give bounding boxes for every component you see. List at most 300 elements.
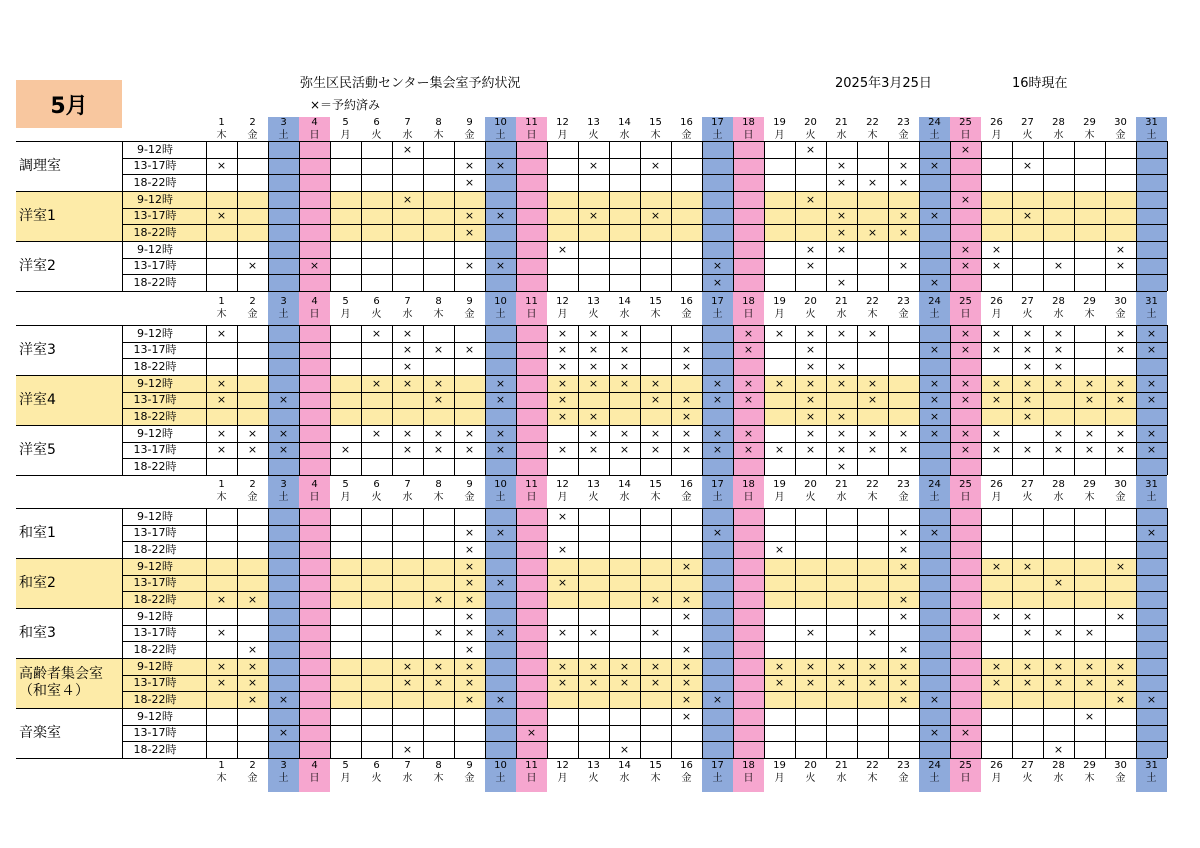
reserved-mark: ×	[681, 343, 692, 357]
weekday-label: 月	[557, 309, 568, 320]
reserved-mark: ×	[402, 192, 413, 206]
reserved-mark: ×	[464, 443, 475, 457]
reserved-mark: ×	[867, 676, 878, 690]
reserved-mark: ×	[1022, 443, 1033, 457]
weekday-label: 金	[464, 492, 475, 503]
reserved-mark: ×	[216, 426, 227, 440]
reserved-mark: ×	[712, 393, 723, 407]
weekday-label: 月	[774, 773, 785, 784]
reserved-mark: ×	[898, 692, 909, 706]
reserved-mark: ×	[402, 742, 413, 756]
reserved-mark: ×	[805, 393, 816, 407]
reserved-mark: ×	[991, 393, 1002, 407]
reserved-mark: ×	[1146, 343, 1157, 357]
weekday-label: 水	[402, 309, 413, 320]
weekday-label: 水	[402, 130, 413, 141]
reserved-mark: ×	[898, 443, 909, 457]
weekday-label: 日	[960, 309, 971, 320]
weekday-label: 土	[495, 130, 506, 141]
reserved-mark: ×	[898, 642, 909, 656]
weekday-label: 火	[1022, 309, 1033, 320]
reserved-mark: ×	[557, 626, 568, 640]
reserved-mark: ×	[619, 343, 630, 357]
weekday-label: 金	[898, 492, 909, 503]
day-number: 22	[866, 296, 879, 307]
day-number: 17	[711, 760, 724, 771]
weekday-label: 木	[867, 773, 878, 784]
room-name: 洋室2	[19, 257, 56, 274]
weekday-label: 金	[1115, 309, 1126, 320]
day-number: 10	[494, 296, 507, 307]
reserved-mark: ×	[495, 393, 506, 407]
day-number: 12	[556, 760, 569, 771]
room-name: 洋室3	[19, 341, 56, 358]
weekday-label: 火	[588, 773, 599, 784]
time-slot-label: 18-22時	[133, 275, 177, 289]
reserved-mark: ×	[557, 576, 568, 590]
reserved-mark: ×	[557, 242, 568, 256]
day-number: 16	[680, 296, 693, 307]
weekday-label: 日	[960, 773, 971, 784]
day-number: 11	[525, 760, 538, 771]
reserved-mark: ×	[805, 426, 816, 440]
reserved-mark: ×	[557, 409, 568, 423]
reserved-mark: ×	[991, 676, 1002, 690]
reserved-mark: ×	[619, 376, 630, 390]
reserved-mark: ×	[1053, 359, 1064, 373]
reserved-mark: ×	[650, 209, 661, 223]
day-number: 25	[959, 760, 972, 771]
reserved-mark: ×	[588, 443, 599, 457]
day-number: 8	[435, 117, 442, 128]
day-number: 7	[404, 479, 411, 490]
reserved-mark: ×	[774, 326, 785, 340]
reserved-mark: ×	[836, 409, 847, 423]
reserved-mark: ×	[898, 209, 909, 223]
time-slot-label: 9-12時	[137, 242, 173, 256]
reserved-mark: ×	[898, 559, 909, 573]
reserved-mark: ×	[929, 426, 940, 440]
weekday-label: 金	[898, 773, 909, 784]
reserved-mark: ×	[433, 376, 444, 390]
day-number: 22	[866, 479, 879, 490]
reserved-mark: ×	[681, 393, 692, 407]
weekday-label: 月	[991, 309, 1002, 320]
day-number: 3	[280, 760, 287, 771]
day-number: 18	[742, 117, 755, 128]
weekday-label: 水	[619, 492, 630, 503]
reserved-mark: ×	[557, 326, 568, 340]
weekday-label: 土	[712, 309, 723, 320]
time-slot-label: 18-22時	[133, 742, 177, 756]
reserved-mark: ×	[650, 376, 661, 390]
reserved-mark: ×	[1115, 242, 1126, 256]
reserved-mark: ×	[1022, 159, 1033, 173]
reserved-mark: ×	[836, 225, 847, 239]
reserved-mark: ×	[991, 242, 1002, 256]
reserved-mark: ×	[1084, 443, 1095, 457]
reserved-mark: ×	[216, 659, 227, 673]
weekday-label: 日	[743, 773, 754, 784]
reserved-mark: ×	[712, 259, 723, 273]
reserved-mark: ×	[557, 542, 568, 556]
reserved-mark: ×	[588, 326, 599, 340]
day-number: 23	[897, 117, 910, 128]
reserved-mark: ×	[247, 659, 258, 673]
reserved-mark: ×	[960, 242, 971, 256]
reserved-mark: ×	[805, 443, 816, 457]
weekday-label: 金	[247, 309, 258, 320]
page-title: 弥生区民活動センター集会室予約状況	[300, 76, 521, 91]
reserved-mark: ×	[774, 676, 785, 690]
reserved-mark: ×	[1115, 393, 1126, 407]
reserved-mark: ×	[836, 376, 847, 390]
weekday-label: 日	[309, 492, 320, 503]
day-number: 28	[1052, 117, 1065, 128]
month-label: 5月	[16, 80, 122, 128]
reserved-mark: ×	[960, 192, 971, 206]
day-number: 9	[466, 296, 473, 307]
reserved-mark: ×	[433, 393, 444, 407]
reserved-mark: ×	[805, 259, 816, 273]
day-number: 27	[1021, 296, 1034, 307]
time-slot-label: 9-12時	[137, 659, 173, 673]
day-number: 4	[311, 296, 318, 307]
reserved-mark: ×	[650, 676, 661, 690]
weekday-label: 土	[1146, 309, 1157, 320]
day-number: 26	[990, 117, 1003, 128]
time-slot-label: 13-17時	[133, 626, 177, 640]
weekday-label: 水	[1053, 773, 1064, 784]
reserved-mark: ×	[898, 159, 909, 173]
weekday-label: 水	[1053, 492, 1064, 503]
reserved-mark: ×	[557, 676, 568, 690]
day-number: 31	[1145, 479, 1158, 490]
time-slot-label: 18-22時	[133, 542, 177, 556]
weekday-label: 火	[1022, 492, 1033, 503]
day-number: 30	[1114, 760, 1127, 771]
reserved-mark: ×	[247, 642, 258, 656]
reserved-mark: ×	[867, 659, 878, 673]
reserved-mark: ×	[805, 359, 816, 373]
day-number: 13	[587, 117, 600, 128]
room-name: 高齢者集会室 （和室４）	[19, 666, 103, 699]
reserved-mark: ×	[588, 359, 599, 373]
reserved-mark: ×	[1022, 326, 1033, 340]
reserved-mark: ×	[836, 659, 847, 673]
reserved-mark: ×	[1084, 659, 1095, 673]
weekday-label: 金	[898, 130, 909, 141]
reserved-mark: ×	[1022, 609, 1033, 623]
time-slot-label: 9-12時	[137, 559, 173, 573]
day-number: 1	[218, 117, 225, 128]
day-number: 15	[649, 296, 662, 307]
weekday-label: 火	[1022, 773, 1033, 784]
reserved-mark: ×	[898, 426, 909, 440]
room-name: 洋室1	[19, 207, 56, 224]
reserved-mark: ×	[867, 225, 878, 239]
reserved-mark: ×	[495, 426, 506, 440]
reserved-mark: ×	[1084, 626, 1095, 640]
weekday-label: 木	[650, 773, 661, 784]
reserved-mark: ×	[743, 443, 754, 457]
weekday-label: 水	[619, 309, 630, 320]
time-slot-label: 18-22時	[133, 592, 177, 606]
reserved-mark: ×	[1022, 343, 1033, 357]
day-number: 15	[649, 760, 662, 771]
reserved-mark: ×	[1115, 259, 1126, 273]
time-slot-label: 13-17時	[133, 259, 177, 273]
weekday-label: 火	[588, 130, 599, 141]
reserved-mark: ×	[929, 393, 940, 407]
reserved-mark: ×	[464, 526, 475, 540]
reserved-mark: ×	[495, 209, 506, 223]
day-number: 30	[1114, 117, 1127, 128]
day-number: 20	[804, 117, 817, 128]
reserved-mark: ×	[712, 376, 723, 390]
day-number: 10	[494, 117, 507, 128]
weekday-label: 月	[340, 130, 351, 141]
reserved-mark: ×	[557, 659, 568, 673]
time-slot-label: 13-17時	[133, 393, 177, 407]
weekday-label: 土	[712, 492, 723, 503]
reserved-mark: ×	[433, 443, 444, 457]
reserved-mark: ×	[805, 376, 816, 390]
weekday-label: 木	[867, 492, 878, 503]
reserved-mark: ×	[1022, 209, 1033, 223]
day-number: 18	[742, 479, 755, 490]
reserved-mark: ×	[402, 676, 413, 690]
weekday-label: 木	[1084, 773, 1095, 784]
reserved-mark: ×	[1053, 426, 1064, 440]
weekday-label: 火	[371, 309, 382, 320]
day-number: 7	[404, 296, 411, 307]
weekday-label: 日	[960, 130, 971, 141]
reserved-mark: ×	[1022, 559, 1033, 573]
reserved-mark: ×	[1053, 326, 1064, 340]
reserved-mark: ×	[402, 376, 413, 390]
time-slot-label: 9-12時	[137, 426, 173, 440]
weekday-label: 土	[1146, 492, 1157, 503]
day-number: 15	[649, 117, 662, 128]
reserved-mark: ×	[1146, 526, 1157, 540]
weekday-label: 月	[774, 309, 785, 320]
time-slot-label: 9-12時	[137, 142, 173, 156]
time-slot-label: 18-22時	[133, 409, 177, 423]
weekday-label: 木	[650, 309, 661, 320]
day-number: 27	[1021, 760, 1034, 771]
day-number: 14	[618, 296, 631, 307]
weekday-label: 水	[836, 309, 847, 320]
reserved-mark: ×	[991, 659, 1002, 673]
weekday-label: 木	[216, 773, 227, 784]
reserved-mark: ×	[898, 175, 909, 189]
day-number: 5	[342, 117, 349, 128]
day-number: 24	[928, 117, 941, 128]
reserved-mark: ×	[650, 393, 661, 407]
reserved-mark: ×	[402, 659, 413, 673]
reserved-mark: ×	[960, 443, 971, 457]
day-number: 26	[990, 296, 1003, 307]
weekday-label: 土	[278, 309, 289, 320]
reserved-mark: ×	[1053, 676, 1064, 690]
reserved-mark: ×	[557, 376, 568, 390]
reserved-mark: ×	[1022, 676, 1033, 690]
day-number: 24	[928, 760, 941, 771]
reserved-mark: ×	[216, 626, 227, 640]
reserved-mark: ×	[991, 326, 1002, 340]
reserved-mark: ×	[1022, 659, 1033, 673]
weekday-label: 金	[247, 773, 258, 784]
reserved-mark: ×	[991, 376, 1002, 390]
reserved-mark: ×	[1053, 576, 1064, 590]
reserved-mark: ×	[681, 559, 692, 573]
weekday-label: 木	[433, 492, 444, 503]
reserved-mark: ×	[495, 626, 506, 640]
reserved-mark: ×	[340, 443, 351, 457]
weekday-label: 土	[1146, 130, 1157, 141]
reserved-mark: ×	[433, 426, 444, 440]
reserved-mark: ×	[526, 726, 537, 740]
room-name: 洋室5	[19, 441, 56, 458]
day-number: 2	[249, 479, 256, 490]
weekday-label: 火	[371, 773, 382, 784]
time-slot-label: 9-12時	[137, 326, 173, 340]
reserved-mark: ×	[836, 359, 847, 373]
weekday-label: 金	[464, 773, 475, 784]
reserved-mark: ×	[650, 426, 661, 440]
reserved-mark: ×	[619, 426, 630, 440]
day-number: 31	[1145, 117, 1158, 128]
reserved-mark: ×	[867, 175, 878, 189]
reserved-mark: ×	[588, 159, 599, 173]
day-number: 2	[249, 760, 256, 771]
reserved-mark: ×	[681, 659, 692, 673]
time-slot-label: 13-17時	[133, 576, 177, 590]
reserved-mark: ×	[1115, 692, 1126, 706]
reserved-mark: ×	[836, 326, 847, 340]
weekday-label: 金	[681, 773, 692, 784]
reserved-mark: ×	[216, 393, 227, 407]
day-number: 5	[342, 479, 349, 490]
day-number: 28	[1052, 479, 1065, 490]
reserved-mark: ×	[1022, 626, 1033, 640]
time-slot-label: 13-17時	[133, 209, 177, 223]
day-number: 6	[373, 760, 380, 771]
reserved-mark: ×	[681, 426, 692, 440]
reserved-mark: ×	[1084, 676, 1095, 690]
reserved-mark: ×	[433, 592, 444, 606]
weekday-label: 金	[1115, 492, 1126, 503]
day-number: 24	[928, 479, 941, 490]
reserved-mark: ×	[464, 343, 475, 357]
reserved-mark: ×	[650, 592, 661, 606]
day-number: 1	[218, 296, 225, 307]
day-number: 20	[804, 760, 817, 771]
day-number: 19	[773, 479, 786, 490]
weekday-label: 土	[929, 773, 940, 784]
weekday-label: 月	[557, 130, 568, 141]
reserved-mark: ×	[867, 626, 878, 640]
reserved-mark: ×	[216, 326, 227, 340]
reserved-mark: ×	[247, 443, 258, 457]
reserved-mark: ×	[836, 175, 847, 189]
weekday-label: 日	[309, 773, 320, 784]
reserved-mark: ×	[929, 726, 940, 740]
reserved-mark: ×	[247, 692, 258, 706]
reserved-mark: ×	[929, 692, 940, 706]
reserved-mark: ×	[371, 326, 382, 340]
reserved-mark: ×	[929, 526, 940, 540]
weekday-label: 金	[464, 130, 475, 141]
day-number: 3	[280, 296, 287, 307]
day-number: 4	[311, 479, 318, 490]
reserved-mark: ×	[960, 393, 971, 407]
day-number: 28	[1052, 760, 1065, 771]
weekday-label: 木	[216, 130, 227, 141]
reserved-mark: ×	[619, 659, 630, 673]
weekday-label: 金	[681, 309, 692, 320]
day-number: 6	[373, 479, 380, 490]
reserved-mark: ×	[247, 592, 258, 606]
weekday-label: 金	[464, 309, 475, 320]
reserved-mark: ×	[278, 726, 289, 740]
room-name: 和室2	[19, 574, 56, 591]
weekday-label: 金	[898, 309, 909, 320]
weekday-label: 金	[247, 130, 258, 141]
reserved-mark: ×	[619, 742, 630, 756]
day-number: 26	[990, 479, 1003, 490]
day-number: 5	[342, 296, 349, 307]
day-number: 14	[618, 479, 631, 490]
reserved-mark: ×	[278, 443, 289, 457]
weekday-label: 金	[1115, 130, 1126, 141]
weekday-label: 木	[433, 309, 444, 320]
weekday-label: 日	[526, 492, 537, 503]
reserved-mark: ×	[712, 526, 723, 540]
weekday-label: 土	[278, 773, 289, 784]
reserved-mark: ×	[464, 676, 475, 690]
reserved-mark: ×	[898, 542, 909, 556]
reserved-mark: ×	[805, 676, 816, 690]
weekday-label: 月	[991, 492, 1002, 503]
reserved-mark: ×	[836, 426, 847, 440]
reserved-mark: ×	[960, 326, 971, 340]
reserved-mark: ×	[464, 692, 475, 706]
reserved-mark: ×	[464, 626, 475, 640]
day-number: 3	[280, 479, 287, 490]
weekday-label: 土	[278, 130, 289, 141]
reserved-mark: ×	[588, 676, 599, 690]
reserved-mark: ×	[991, 426, 1002, 440]
reserved-mark: ×	[960, 376, 971, 390]
weekday-label: 金	[681, 130, 692, 141]
time-slot-label: 9-12時	[137, 192, 173, 206]
weekday-label: 日	[743, 130, 754, 141]
reserved-mark: ×	[1146, 443, 1157, 457]
day-number: 8	[435, 760, 442, 771]
day-number: 22	[866, 760, 879, 771]
day-number: 11	[525, 479, 538, 490]
reserved-mark: ×	[898, 526, 909, 540]
reserved-mark: ×	[588, 343, 599, 357]
reserved-mark: ×	[712, 275, 723, 289]
weekday-label: 水	[402, 492, 413, 503]
legend-text: ×＝予約済み	[310, 98, 381, 112]
weekday-label: 月	[557, 492, 568, 503]
weekday-label: 日	[526, 309, 537, 320]
weekday-label: 水	[619, 130, 630, 141]
